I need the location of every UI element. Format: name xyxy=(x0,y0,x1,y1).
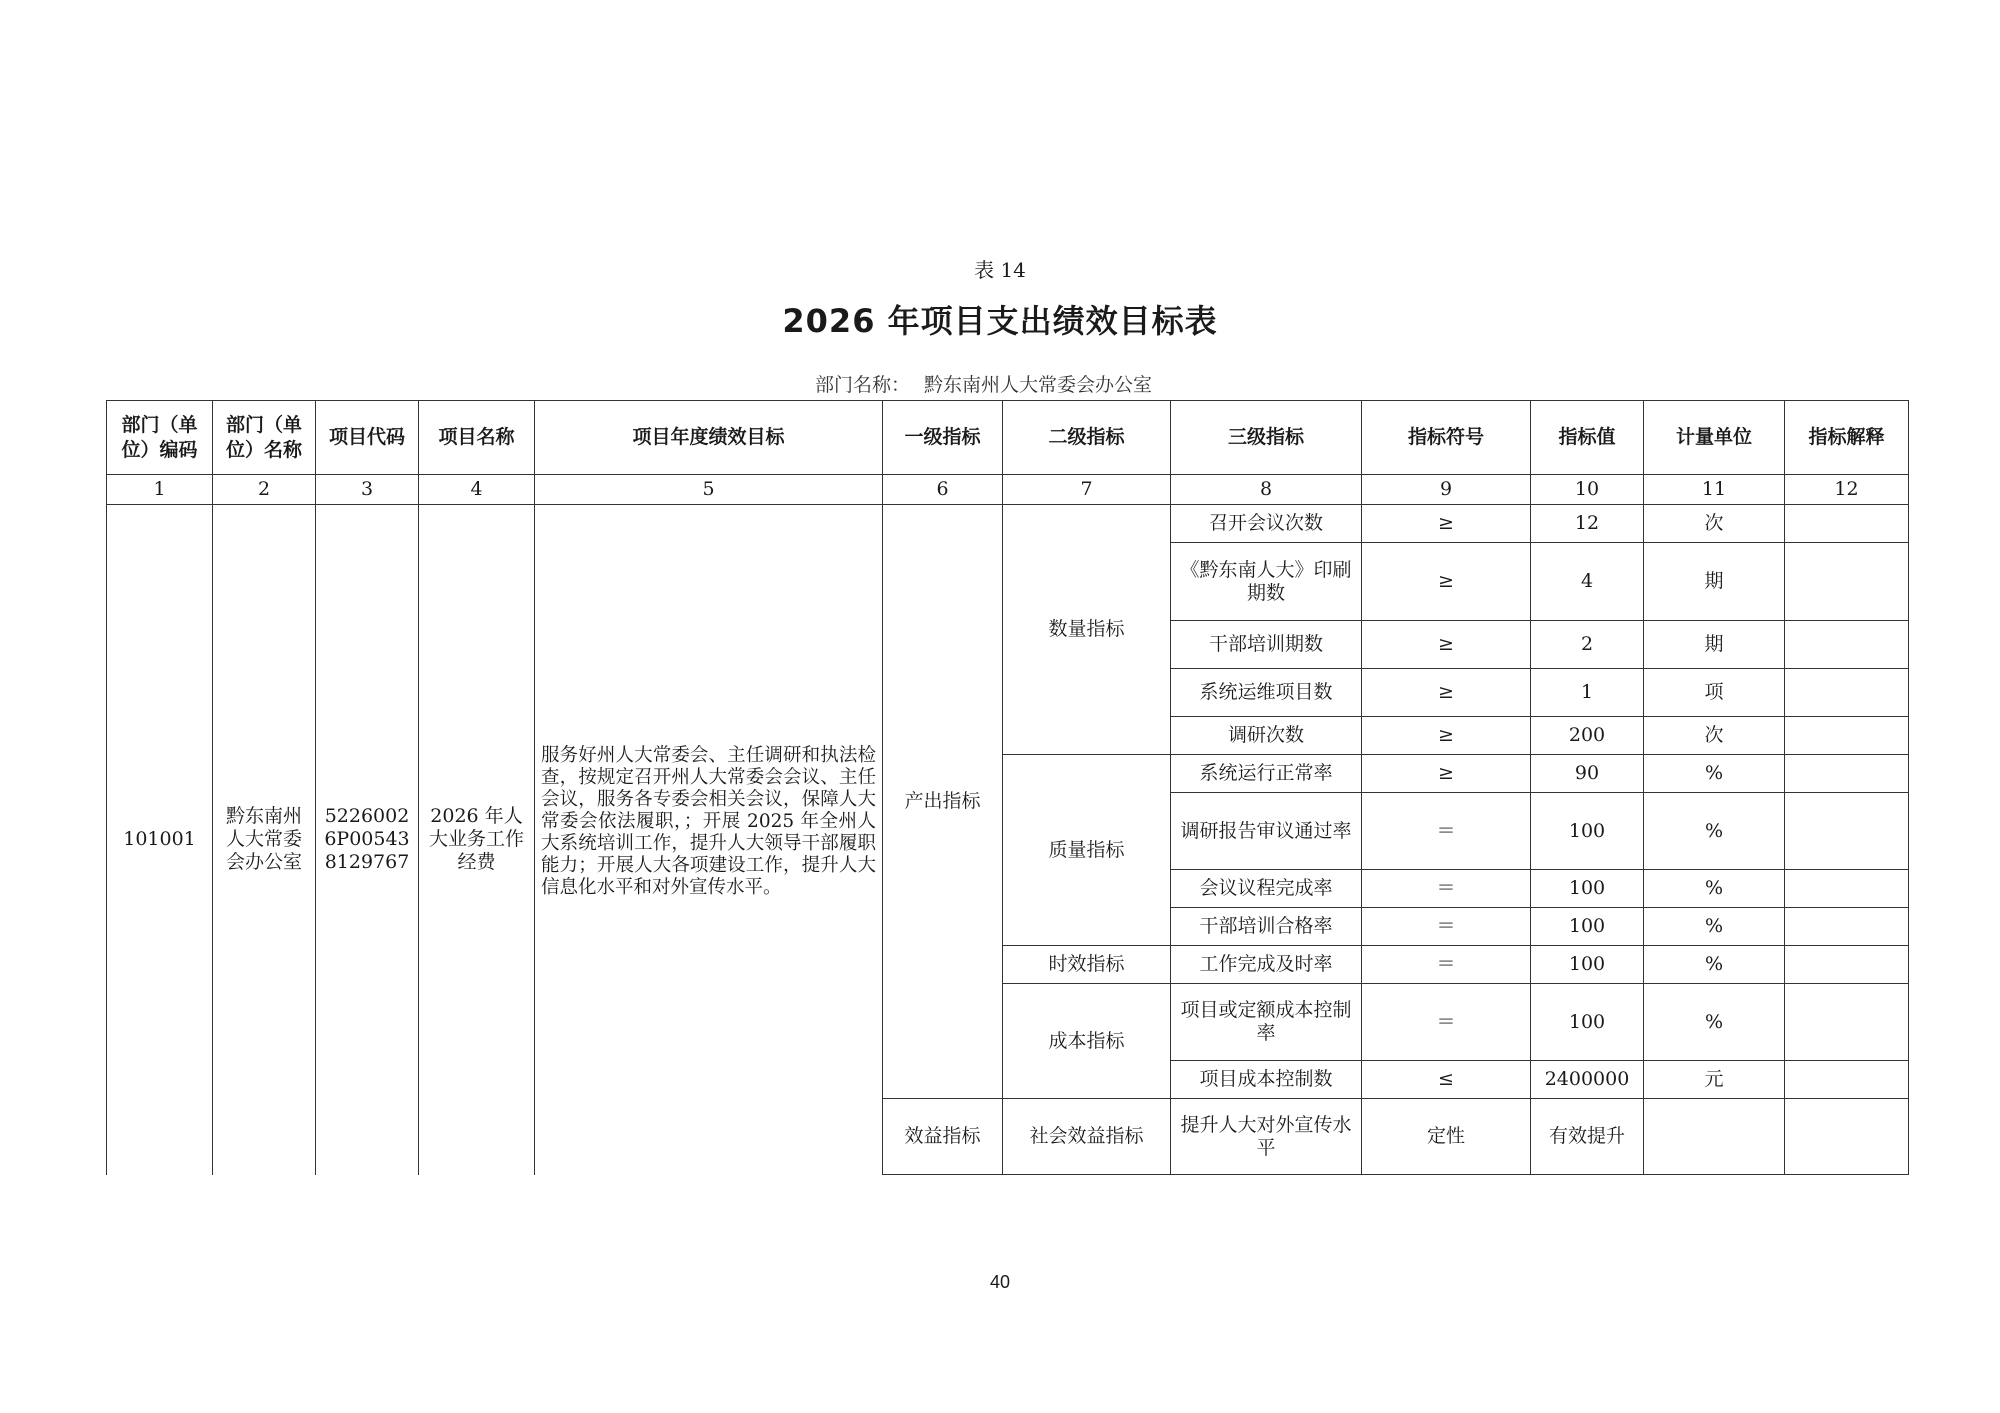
department-label: 部门名称： xyxy=(815,374,911,396)
indicator-name: 会议议程完成率 xyxy=(1171,870,1362,908)
col-header: 部门（单位）编码 xyxy=(107,401,213,475)
unit-name-cell: 黔东南州人大常委会办公室 xyxy=(213,505,316,1175)
indicator-symbol: ＝ xyxy=(1362,984,1531,1061)
level1-benefit-cell: 效益指标 xyxy=(883,1099,1003,1175)
indicator-unit: 元 xyxy=(1644,1061,1785,1099)
indicator-symbol: ≥ xyxy=(1362,717,1531,755)
col-header: 项目年度绩效目标 xyxy=(535,401,883,475)
col-number: 5 xyxy=(535,475,883,505)
indicator-value: 1 xyxy=(1531,669,1644,717)
indicator-value: 100 xyxy=(1531,793,1644,870)
indicator-note xyxy=(1785,793,1909,870)
indicator-unit: % xyxy=(1644,984,1785,1061)
indicator-note xyxy=(1785,984,1909,1061)
indicator-value: 2 xyxy=(1531,621,1644,669)
table-row xyxy=(107,505,1909,543)
indicator-symbol: ≥ xyxy=(1362,621,1531,669)
page-title: 2026 年项目支出绩效目标表 xyxy=(782,302,1218,340)
col-number: 7 xyxy=(1003,475,1171,505)
indicator-symbol: 定性 xyxy=(1362,1099,1531,1175)
level2-cost-cell: 成本指标 xyxy=(1003,984,1171,1099)
col-number: 3 xyxy=(316,475,419,505)
indicator-note xyxy=(1785,717,1909,755)
col-number: 1 xyxy=(107,475,213,505)
col-header: 二级指标 xyxy=(1003,401,1171,475)
indicator-unit xyxy=(1644,1099,1785,1175)
indicator-value: 100 xyxy=(1531,908,1644,946)
indicator-note xyxy=(1785,543,1909,621)
indicator-symbol: ≥ xyxy=(1362,543,1531,621)
level2-timeliness-cell: 时效指标 xyxy=(1003,946,1171,984)
col-header: 三级指标 xyxy=(1171,401,1362,475)
indicator-name: 《黔东南人大》印刷期数 xyxy=(1171,543,1362,621)
level2-social-cell: 社会效益指标 xyxy=(1003,1099,1171,1175)
indicator-unit: % xyxy=(1644,755,1785,793)
indicator-symbol: ≥ xyxy=(1362,755,1531,793)
col-number: 12 xyxy=(1785,475,1909,505)
col-header: 一级指标 xyxy=(883,401,1003,475)
indicator-symbol: ＝ xyxy=(1362,870,1531,908)
project-name-cell: 2026 年人大业务工作经费 xyxy=(419,505,535,1175)
indicator-name: 系统运维项目数 xyxy=(1171,669,1362,717)
col-number: 4 xyxy=(419,475,535,505)
col-number: 9 xyxy=(1362,475,1531,505)
indicator-symbol: ≥ xyxy=(1362,669,1531,717)
col-number: 11 xyxy=(1644,475,1785,505)
indicator-note xyxy=(1785,908,1909,946)
col-header: 部门（单位）名称 xyxy=(213,401,316,475)
page-number: 40 xyxy=(989,1272,1011,1292)
indicator-note xyxy=(1785,621,1909,669)
indicator-unit: 期 xyxy=(1644,543,1785,621)
indicator-unit: 次 xyxy=(1644,505,1785,543)
indicator-name: 项目成本控制数 xyxy=(1171,1061,1362,1099)
indicator-note xyxy=(1785,669,1909,717)
indicator-name: 调研次数 xyxy=(1171,717,1362,755)
col-header: 计量单位 xyxy=(1644,401,1785,475)
col-header: 项目代码 xyxy=(316,401,419,475)
indicator-name: 干部培训期数 xyxy=(1171,621,1362,669)
indicator-value: 100 xyxy=(1531,870,1644,908)
project-code-cell: 52260026P005438129767 xyxy=(316,505,419,1175)
indicator-value: 12 xyxy=(1531,505,1644,543)
indicator-name: 干部培训合格率 xyxy=(1171,908,1362,946)
indicator-note xyxy=(1785,946,1909,984)
col-number: 6 xyxy=(883,475,1003,505)
indicator-name: 系统运行正常率 xyxy=(1171,755,1362,793)
indicator-note xyxy=(1785,755,1909,793)
indicator-value: 有效提升 xyxy=(1531,1099,1644,1175)
table-caption: 表 14 xyxy=(974,258,1026,282)
department-line xyxy=(815,370,1166,397)
col-header: 指标符号 xyxy=(1362,401,1531,475)
col-header: 项目名称 xyxy=(419,401,535,475)
indicator-unit: % xyxy=(1644,793,1785,870)
indicator-value: 2400000 xyxy=(1531,1061,1644,1099)
indicator-value: 90 xyxy=(1531,755,1644,793)
indicator-name: 项目或定额成本控制率 xyxy=(1171,984,1362,1061)
indicator-value: 4 xyxy=(1531,543,1644,621)
indicator-unit: % xyxy=(1644,908,1785,946)
indicator-name: 提升人大对外宣传水平 xyxy=(1171,1099,1362,1175)
indicator-unit: 期 xyxy=(1644,621,1785,669)
department-value: 黔东南州人大常委会办公室 xyxy=(924,374,1153,396)
column-number-row xyxy=(107,475,1909,505)
indicator-note xyxy=(1785,505,1909,543)
indicator-value: 100 xyxy=(1531,946,1644,984)
indicator-symbol: ≤ xyxy=(1362,1061,1531,1099)
level2-quantity-cell: 数量指标 xyxy=(1003,505,1171,755)
col-header: 指标值 xyxy=(1531,401,1644,475)
col-number: 10 xyxy=(1531,475,1644,505)
indicator-symbol: ≥ xyxy=(1362,505,1531,543)
indicator-name: 工作完成及时率 xyxy=(1171,946,1362,984)
annual-goal-cell: 服务好州人大常委会、主任调研和执法检查，按规定召开州人大常委会会议、主任会议，服务各专委会相关会议，保障人大常委会依法履职，；开展 2025 年全州人大系统培训工作，提升人大领导干部履职能力；开展人大各项建设工作，提升人大信息化水平和对外宣传水平。 xyxy=(535,505,883,1175)
indicator-name: 召开会议次数 xyxy=(1171,505,1362,543)
indicator-name: 调研报告审议通过率 xyxy=(1171,793,1362,870)
performance-table xyxy=(106,400,1909,1175)
level2-quality-cell: 质量指标 xyxy=(1003,755,1171,946)
col-number: 2 xyxy=(213,475,316,505)
indicator-unit: 次 xyxy=(1644,717,1785,755)
level1-output-cell: 产出指标 xyxy=(883,505,1003,1099)
indicator-value: 100 xyxy=(1531,984,1644,1061)
indicator-note xyxy=(1785,870,1909,908)
indicator-note xyxy=(1785,1061,1909,1099)
indicator-symbol: ＝ xyxy=(1362,908,1531,946)
indicator-unit: 项 xyxy=(1644,669,1785,717)
indicator-note xyxy=(1785,1099,1909,1175)
indicator-symbol: ＝ xyxy=(1362,946,1531,984)
unit-code-cell: 101001 xyxy=(107,505,213,1175)
indicator-unit: % xyxy=(1644,946,1785,984)
indicator-value: 200 xyxy=(1531,717,1644,755)
indicator-symbol: ＝ xyxy=(1362,793,1531,870)
col-header: 指标解释 xyxy=(1785,401,1909,475)
header-row xyxy=(107,401,1909,475)
indicator-unit: % xyxy=(1644,870,1785,908)
col-number: 8 xyxy=(1171,475,1362,505)
